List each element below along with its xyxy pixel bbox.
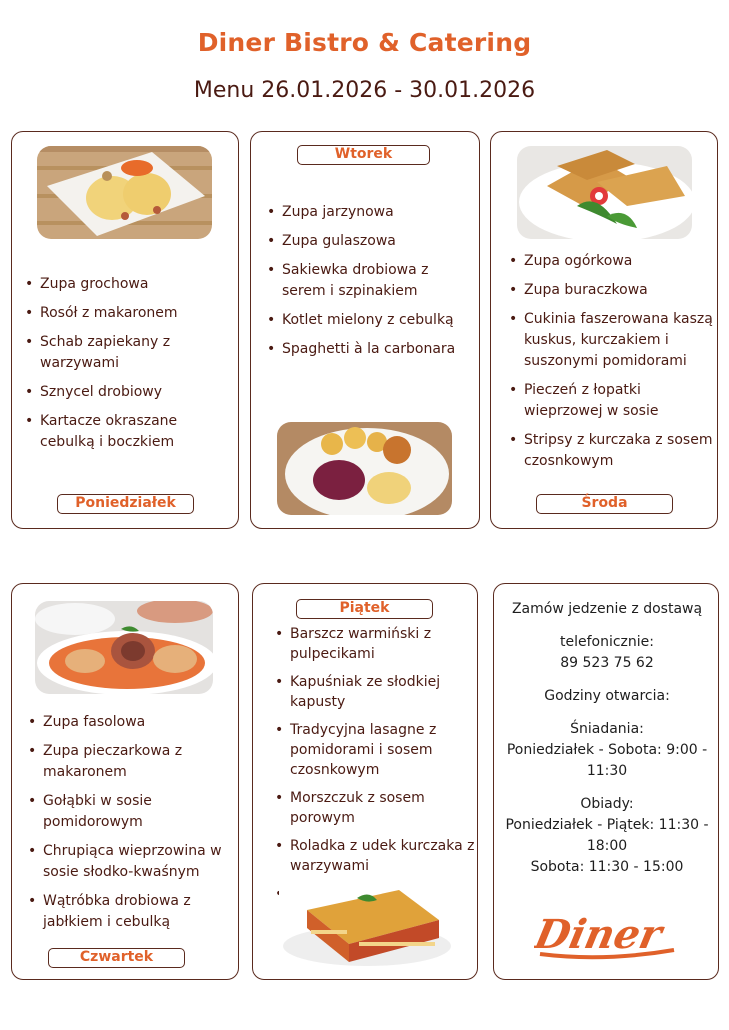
day-card-monday xyxy=(11,131,239,529)
menu-item: • Zupa grochowa xyxy=(25,274,230,295)
dish-photo-tuesday xyxy=(277,422,452,515)
menu-item: • Roladka z udek kurczaka z warzywami xyxy=(275,836,475,876)
menu-item: • Morszczuk z sosem porowym xyxy=(275,788,475,828)
menu-item: • Zupa ogórkowa xyxy=(509,251,714,272)
dish-photo-friday xyxy=(279,880,454,970)
menu-item: • Kapuśniak ze słodkiej kapusty xyxy=(275,672,475,712)
menu-item: • Rosół z makaronem xyxy=(25,303,230,324)
menu-date-range: Menu 26.01.2026 - 30.01.2026 xyxy=(193,78,536,103)
day-label-tuesday: Wtorek xyxy=(297,145,430,165)
menu-item: • Spaghetti à la carbonara xyxy=(267,339,472,360)
lunch-hours: 18:00 xyxy=(586,838,628,854)
menu-list-friday xyxy=(275,624,475,912)
menu-item: • Kartacze okraszane cebulką i boczkiem xyxy=(25,411,230,453)
menu-item: • Zupa gulaszowa xyxy=(267,231,472,252)
menu-item: • Cukinia faszerowana kaszą kuskus, kurczakiem i suszonymi pomidorami xyxy=(509,309,714,372)
order-heading: Zamów jedzenie z dostawą xyxy=(511,601,703,617)
menu-item: • Zupa jarzynowa xyxy=(267,202,472,223)
menu-item: • Tradycyjna lasagne z pomidorami i sosem czosnkowym xyxy=(275,720,475,780)
dish-photo-wednesday xyxy=(517,146,692,239)
breakfast-label: Śniadania: xyxy=(570,721,644,737)
page-title: Diner Bistro & Catering xyxy=(197,28,532,57)
menu-list-tuesday xyxy=(267,202,472,368)
menu-item: • Zupa buraczkowa xyxy=(509,280,714,301)
breakfast-hours: 11:30 xyxy=(586,763,628,779)
breakfast-hours: Poniedziałek - Sobota: 9:00 - xyxy=(506,742,708,758)
day-card-wednesday xyxy=(490,131,718,529)
menu-item: • Barszcz warmiński z pulpecikami xyxy=(275,624,475,664)
day-label-wednesday: Środa xyxy=(536,494,673,514)
svg-text:Diner: Diner xyxy=(534,910,667,958)
day-card-thursday xyxy=(11,583,239,980)
phone-label: telefonicznie: xyxy=(559,634,654,650)
menu-item: • Schab zapiekany z warzywami xyxy=(25,332,230,374)
menu-item: • Zupa pieczarkowa z makaronem xyxy=(28,741,233,783)
menu-item: • Sznycel drobiowy xyxy=(25,382,230,403)
day-label-thursday: Czwartek xyxy=(48,948,185,968)
day-label-monday: Poniedziałek xyxy=(57,494,194,514)
day-card-friday xyxy=(252,583,478,980)
hours-heading: Godziny otwarcia: xyxy=(544,688,670,704)
menu-item: • Zupa fasolowa xyxy=(28,712,233,733)
info-card xyxy=(493,583,719,980)
diner-logo xyxy=(534,904,684,964)
menu-item: • Kotlet mielony z cebulką xyxy=(267,310,472,331)
menu-list-thursday xyxy=(28,712,233,941)
menu-item: • Sakiewka drobiowa z serem i szpinakiem xyxy=(267,260,472,302)
day-label-friday: Piątek xyxy=(296,599,433,619)
menu-item: • Pieczeń z łopatki wieprzowej w sosie xyxy=(509,380,714,422)
menu-item: • Gołąbki w sosie pomidorowym xyxy=(28,791,233,833)
menu-item: • Stripsy z kurczaka z sosem czosnkowym xyxy=(509,430,714,472)
menu-item: • Wątróbka drobiowa z jabłkiem i cebulką xyxy=(28,891,233,933)
day-card-tuesday xyxy=(250,131,480,529)
saturday-hours: Sobota: 11:30 - 15:00 xyxy=(530,859,684,875)
lunch-hours: Poniedziałek - Piątek: 11:30 - xyxy=(505,817,709,833)
dish-photo-monday xyxy=(37,146,212,239)
menu-item: • Chrupiąca wieprzowina w sosie słodko-kwaśnym xyxy=(28,841,233,883)
dish-photo-thursday xyxy=(35,601,213,694)
menu-list-monday xyxy=(25,274,230,461)
lunch-label: Obiady: xyxy=(580,796,634,812)
menu-list-wednesday xyxy=(509,251,714,480)
phone-number[interactable]: 89 523 75 62 xyxy=(560,655,654,671)
